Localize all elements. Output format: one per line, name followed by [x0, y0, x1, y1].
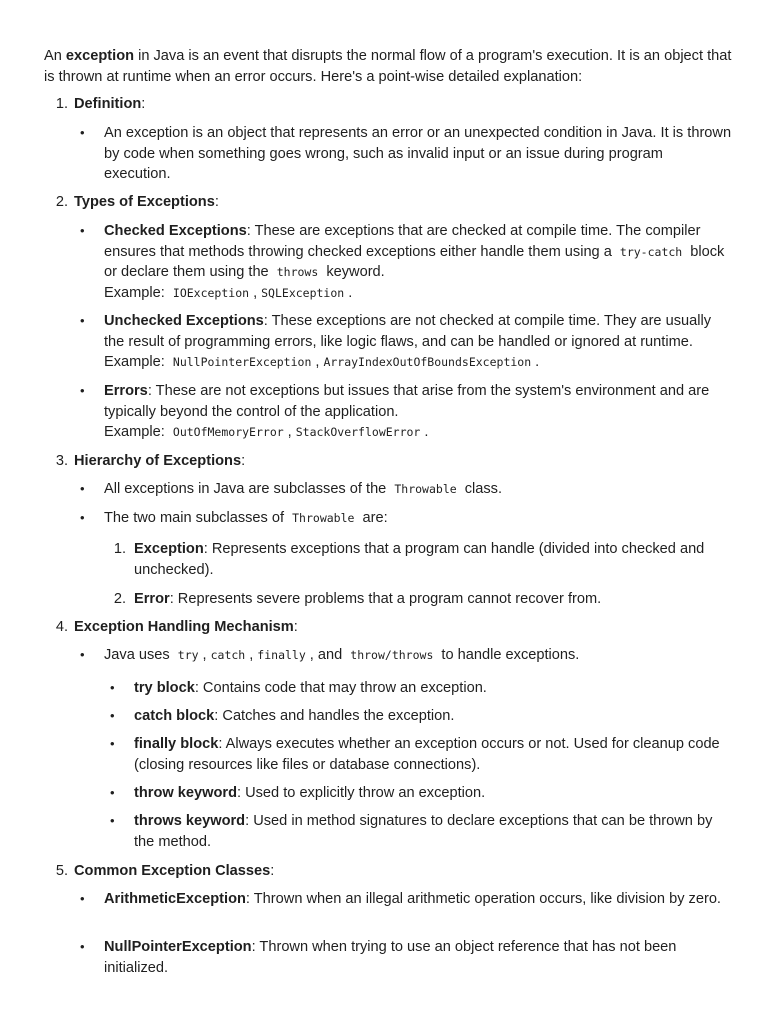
item-text: : Used in method signatures to declare exceptions that can be thrown by the method.: [134, 813, 713, 850]
section-number: 4.: [55, 619, 68, 635]
item-text: : Contains code that may throw an exception.: [194, 680, 487, 696]
item-label: try block: [134, 680, 195, 696]
bullet-icon: •: [80, 313, 85, 328]
item-label: Unchecked Exceptions: [104, 313, 264, 329]
section-title-hierarchy: [74, 451, 245, 472]
inline-code: throws: [276, 265, 319, 279]
section-colon: :: [141, 96, 146, 112]
item-text: : Thrown when trying to use an object reference that has not been initialized.: [104, 939, 677, 976]
item-text: : Always executes whether an exception occurs or not. Used for cleanup code (closing resources like files or database connections).: [134, 736, 720, 773]
item-text: to handle exceptions.: [437, 647, 580, 663]
bullet-icon: •: [80, 125, 85, 140]
hierarchy-item: [104, 479, 732, 500]
subclass-exception-item: [134, 539, 724, 580]
section-title-common-classes: [74, 861, 274, 882]
separator: ,: [287, 424, 292, 440]
bullet-icon: •: [80, 383, 85, 398]
item-text: block or declare them using the: [104, 243, 725, 280]
subclass-error-item: [134, 589, 724, 610]
section-title-text: Hierarchy of Exceptions: [74, 453, 242, 469]
item-label: catch block: [134, 708, 215, 724]
item-text: are:: [358, 510, 388, 526]
unchecked-exceptions-item: [104, 311, 732, 373]
separator: ,: [315, 354, 320, 370]
section-colon: :: [214, 194, 219, 210]
section-colon: :: [270, 863, 275, 879]
inline-code: StackOverflowError: [295, 425, 421, 439]
bullet-icon: •: [110, 736, 115, 751]
item-text: Java uses: [104, 647, 174, 663]
bullet-icon: •: [110, 785, 115, 800]
example-label: Example:: [104, 354, 169, 370]
separator: .: [535, 354, 540, 370]
separator: .: [348, 284, 353, 301]
bullet-icon: •: [80, 939, 85, 954]
inline-code: OutOfMemoryError: [172, 425, 284, 439]
item-text: : These exceptions are not checked at compile time. They are usually the result of programming errors, like logic flaws, and can be handled or ignored at runtime.: [104, 313, 712, 350]
bullet-icon: •: [80, 510, 85, 525]
intro-text: An: [44, 48, 66, 64]
inline-code: NullPointerException: [172, 355, 312, 369]
throw-keyword-item: [134, 783, 724, 804]
throws-keyword-item: [134, 811, 724, 852]
example-line: [104, 283, 732, 304]
section-title-text: Definition: [74, 96, 142, 112]
subsection-number: 2.: [113, 591, 126, 607]
section-title-text: Common Exception Classes: [74, 863, 271, 879]
inline-code: throw/throws: [350, 648, 434, 662]
inline-code: finally: [257, 648, 306, 662]
intro-keyword: exception: [65, 48, 135, 64]
item-text: : Represents exceptions that a program can handle (divided into checked and unchecked).: [134, 541, 705, 578]
inline-code: try: [177, 648, 199, 662]
item-label: Errors: [104, 383, 148, 399]
item-text: class.: [460, 481, 503, 497]
inline-code: Throwable: [292, 511, 355, 525]
example-label: Example:: [104, 284, 169, 301]
item-label: throws keyword: [134, 813, 246, 829]
item-text: The two main subclasses of: [104, 510, 289, 526]
section-number: 3.: [55, 453, 68, 469]
section-colon: :: [241, 453, 246, 469]
intro-text: in Java is an event that disrupts the normal flow of a program's execution. It is an object that is thrown at runtime when an error occurs. Here's a point-wise detailed explanation:: [44, 48, 732, 85]
section-title-definition: [74, 94, 145, 115]
item-text: All exceptions in Java are subclasses of the: [104, 481, 391, 497]
example-line: [104, 422, 732, 443]
bullet-icon: •: [110, 708, 115, 723]
section-title-text: Types of Exceptions: [74, 194, 215, 210]
bullet-icon: •: [80, 647, 85, 662]
example-label: Example:: [104, 424, 169, 440]
hierarchy-item: [104, 508, 732, 529]
inline-code: catch: [210, 648, 246, 662]
item-label: NullPointerException: [104, 939, 252, 955]
bullet-icon: •: [80, 481, 85, 496]
section-title-types: [74, 192, 219, 213]
item-text: : These are exceptions that are checked at compile time. The compiler ensures that methods throwing checked exceptions either handle them using a: [104, 223, 701, 260]
intro-paragraph: [44, 46, 734, 87]
definition-text: An exception is an object that represents an error or an unexpected condition in Java. It is thrown by code when something goes wrong, such as invalid input or an issue during program execution.: [104, 125, 732, 182]
handling-keywords-item: [104, 645, 732, 666]
item-label: throw keyword: [134, 785, 237, 801]
separator: ,: [253, 284, 258, 301]
inline-code: ArrayIndexOutOfBoundsException: [323, 355, 532, 369]
subsection-number: 1.: [113, 541, 126, 557]
try-block-item: [134, 678, 724, 699]
checked-exceptions-item: [104, 221, 732, 303]
separator: .: [424, 424, 429, 440]
bullet-icon: •: [80, 891, 85, 906]
section-number: 1.: [55, 96, 68, 112]
bullet-icon: •: [110, 680, 115, 695]
item-text: keyword.: [322, 264, 385, 280]
section-title-text: Exception Handling Mechanism: [74, 619, 294, 635]
null-pointer-exception-item: [104, 937, 732, 978]
separator: ,: [249, 647, 254, 663]
separator: ,: [202, 647, 207, 663]
errors-item: [104, 381, 732, 443]
item-label: Exception: [134, 541, 204, 557]
section-title-handling: [74, 617, 298, 638]
item-text: : Represents severe problems that a program cannot recover from.: [169, 591, 602, 607]
inline-code: try-catch: [619, 244, 683, 259]
item-text: : Catches and handles the exception.: [214, 708, 455, 724]
item-label: Error: [134, 591, 170, 607]
item-label: finally block: [134, 736, 219, 752]
section-number: 5.: [55, 863, 68, 879]
item-label: ArithmeticException: [104, 891, 246, 907]
arithmetic-exception-item: [104, 889, 732, 910]
catch-block-item: [134, 706, 724, 727]
inline-code: SQLException: [261, 285, 345, 300]
section-colon: :: [293, 619, 298, 635]
item-text: : Thrown when an illegal arithmetic operation occurs, like division by zero.: [245, 891, 721, 907]
finally-block-item: [134, 734, 724, 775]
inline-code: Throwable: [394, 482, 457, 496]
item-label: Checked Exceptions: [104, 223, 247, 239]
item-text: : Used to explicitly throw an exception.: [236, 785, 486, 801]
item-text: : These are not exceptions but issues that arise from the system's environment and are typically beyond the control of the application.: [104, 383, 710, 420]
inline-code: IOException: [172, 285, 250, 300]
item-text: , and: [309, 647, 347, 663]
bullet-icon: •: [110, 813, 115, 828]
bullet-icon: •: [80, 223, 85, 238]
example-line: [104, 352, 732, 373]
section-number: 2.: [55, 194, 68, 210]
